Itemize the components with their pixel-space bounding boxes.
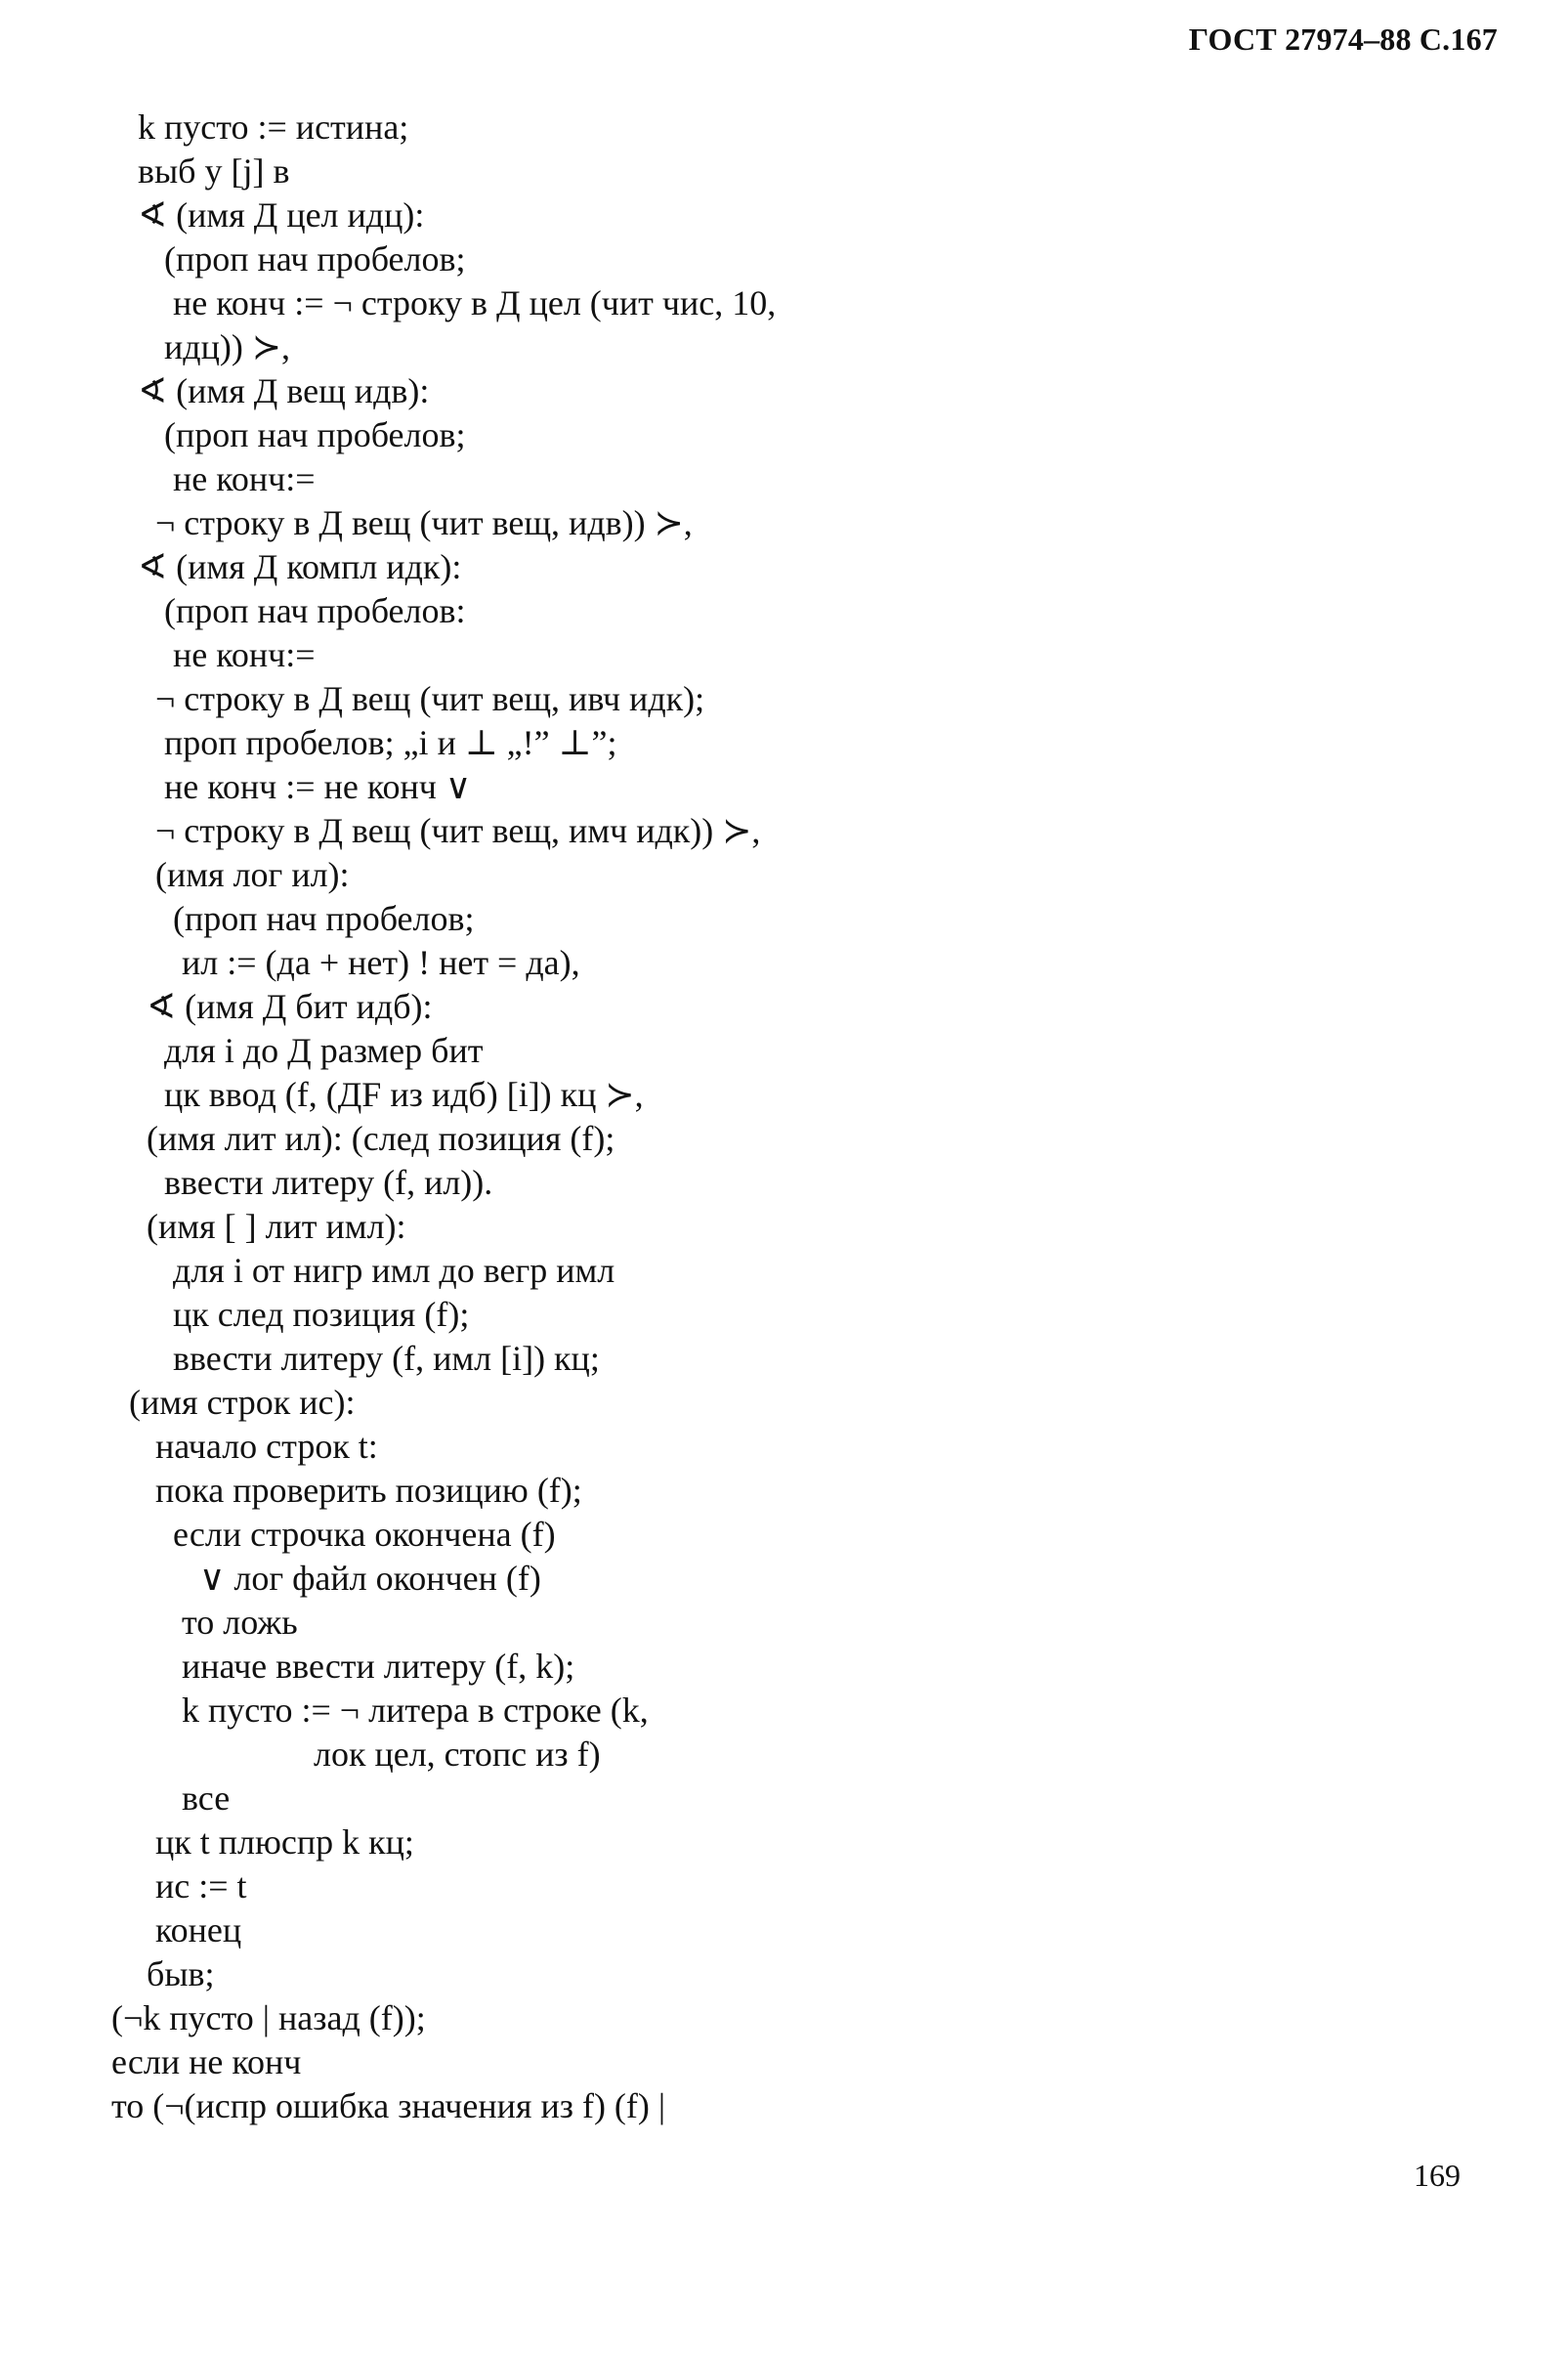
code-line: (проп нач пробелов; <box>111 899 475 938</box>
code-line: идц)) ≻, <box>111 327 290 366</box>
code-line: ∢ (имя Д цел идц): <box>111 195 425 235</box>
code-line: иначе ввести литеру (f, k); <box>111 1647 575 1686</box>
code-line: k пусто := ¬ литера в строке (k, <box>111 1691 649 1730</box>
code-line: ввести литеру (f, имл [i]) кц; <box>111 1339 600 1378</box>
page-header: ГОСТ 27974–88 С.167 <box>1188 21 1498 57</box>
code-block <box>111 106 1440 2128</box>
code-line: ввести литеру (f, ил)). <box>111 1163 493 1202</box>
code-line: ∢ (имя Д компл идк): <box>111 547 462 586</box>
code-line: ¬ строку в Д вещ (чит вещ, ивч идк); <box>111 679 705 718</box>
code-line: (имя лог ил): <box>111 855 350 894</box>
code-line: конец <box>111 1910 242 1949</box>
code-line: если не конч <box>111 2042 302 2081</box>
code-line: (имя строк ис): <box>111 1383 356 1422</box>
code-line: не конч := ¬ строку в Д цел (чит чис, 10, <box>111 283 777 322</box>
code-line: для i до Д размер бит <box>111 1031 484 1070</box>
code-line: ¬ строку в Д вещ (чит вещ, имч идк)) ≻, <box>111 811 761 850</box>
code-line: (¬k пусто | назад (f)); <box>111 1998 426 2037</box>
code-line: k пусто := истина; <box>111 107 409 147</box>
code-line: выб y [j] в <box>111 151 290 191</box>
code-line: начало строк t: <box>111 1427 378 1466</box>
code-line: (имя [ ] лит имл): <box>111 1207 406 1246</box>
code-line: ∨ лог файл окончен (f) <box>111 1559 541 1598</box>
code-line: (имя лит ил): (след позиция (f); <box>111 1119 615 1158</box>
code-line: то ложь <box>111 1603 298 1642</box>
code-line: то (¬(испр ошибка значения из f) (f) | <box>111 2086 666 2125</box>
code-line: для i от нигр имл до вегр имл <box>111 1251 615 1290</box>
code-line: ил := (да + нет) ! нет = да), <box>111 943 580 982</box>
code-line: если строчка окончена (f) <box>111 1515 556 1554</box>
code-line: проп пробелов; „i и ⊥ „!” ⊥”; <box>111 723 617 762</box>
code-line: (проп нач пробелов: <box>111 591 466 630</box>
code-line: ¬ строку в Д вещ (чит вещ, идв)) ≻, <box>111 503 693 542</box>
code-line: ∢ (имя Д вещ идв): <box>111 371 430 410</box>
code-line: цк t плюспр k кц; <box>111 1822 414 1862</box>
code-line: не конч := не конч ∨ <box>111 767 472 806</box>
code-line: (проп нач пробелов; <box>111 239 466 278</box>
code-line: ∢ (имя Д бит идб): <box>111 987 433 1026</box>
code-line: не конч:= <box>111 459 316 498</box>
page-number: 169 <box>1414 2158 1461 2193</box>
code-line: все <box>111 1778 231 1818</box>
code-line: пока проверить позицию (f); <box>111 1471 582 1510</box>
code-line: (проп нач пробелов; <box>111 415 466 454</box>
code-line: цк след позиция (f); <box>111 1295 470 1334</box>
code-line: цк ввод (f, (ДF из идб) [i]) кц ≻, <box>111 1075 644 1114</box>
code-line: лок цел, стопс из f) <box>111 1735 601 1774</box>
code-line: ис := t <box>111 1866 247 1906</box>
code-line: не конч:= <box>111 635 316 674</box>
code-line: быв; <box>111 1954 215 1993</box>
